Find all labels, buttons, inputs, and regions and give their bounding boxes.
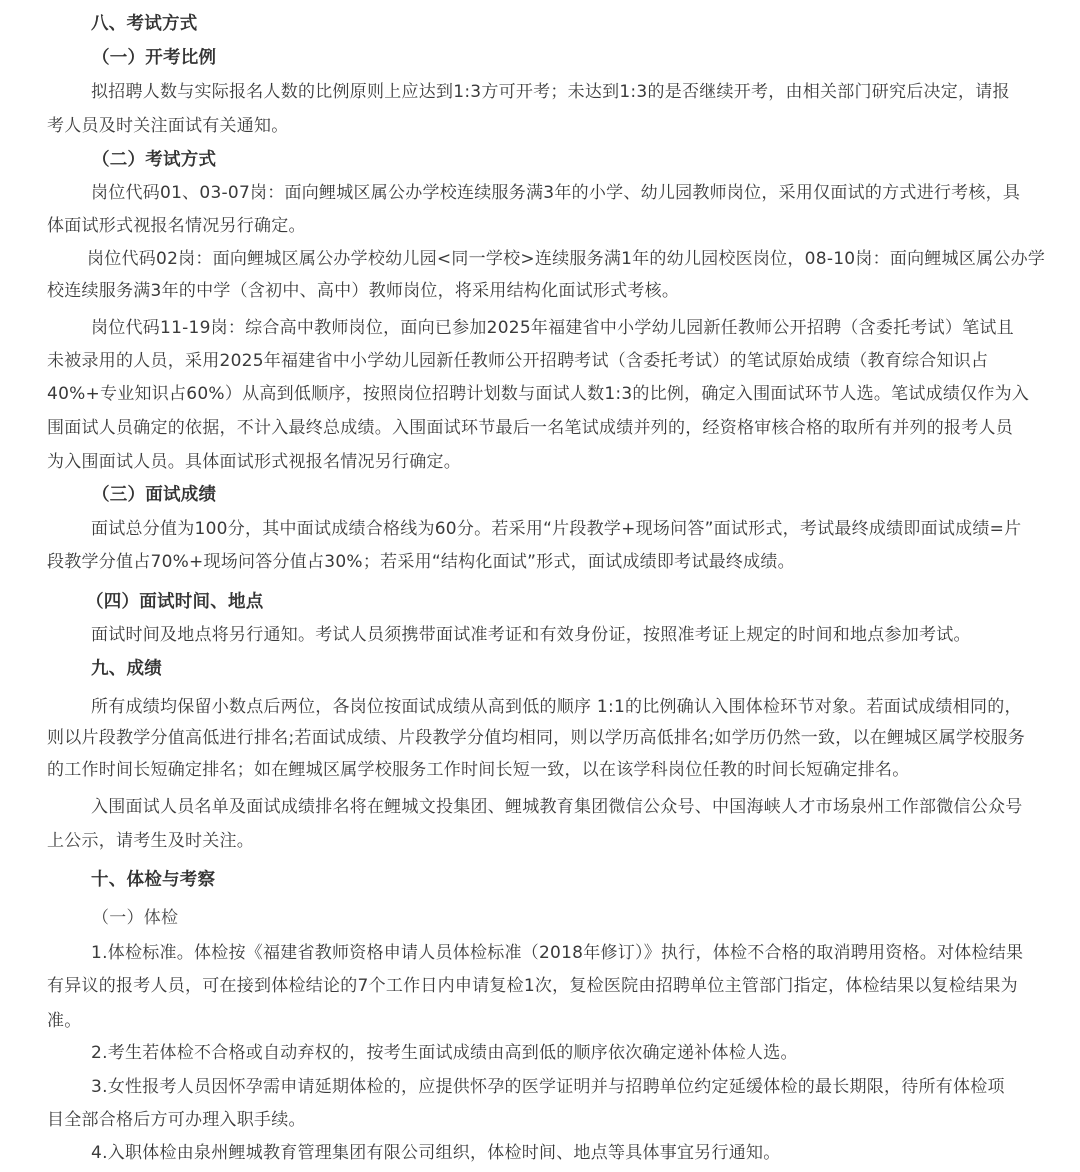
paragraph-line: 未被录用的人员，采用2025年福建省中小学幼儿园新任教师公开招聘考试（含委托考试）的笔试原始成绩（教育综合知识占 — [47, 351, 989, 371]
section-heading-exam-method: 八、考试方式 — [91, 14, 198, 34]
list-item-line: 1.体检标准。体检按《福建省教师资格申请人员体检标准（2018年修订）》执行，体检不合格的取消聘用资格。对体检结果 — [91, 943, 1024, 963]
list-item-line: 准。 — [47, 1011, 82, 1031]
subheading-physical-exam: （一）体检 — [92, 908, 179, 928]
paragraph-line: 岗位代码02岗：面向鲤城区属公办学校幼儿园<同一学校>连续服务满1年的幼儿园校医岗位，08-10岗：面向鲤城区属公办学 — [87, 249, 1046, 269]
paragraph-line: 拟招聘人数与实际报名人数的比例原则上应达到1:3方可开考；未达到1:3的是否继续开考，由相关部门研究后决定，请报 — [91, 82, 1010, 102]
paragraph-line: 为入围面试人员。具体面试形式视报名情况另行确定。 — [47, 452, 461, 472]
paragraph-line: 校连续服务满3年的中学（含初中、高中）教师岗位，将采用结构化面试形式考核。 — [47, 281, 680, 301]
subheading-interview-score: （三）面试成绩 — [92, 485, 217, 505]
list-item-line: 目全部合格后方可办理入职手续。 — [47, 1110, 306, 1130]
paragraph-line: 围面试人员确定的依据，不计入最终总成绩。入围面试环节最后一名笔试成绩并列的，经资格审核合格的取所有并列的报考人员 — [47, 418, 1013, 438]
section-heading-physical-exam: 十、体检与考察 — [91, 870, 216, 890]
subheading-exam-format: （二）考试方式 — [92, 150, 217, 170]
subheading-interview-time-place: （四）面试时间、地点 — [86, 592, 264, 612]
paragraph-line: 面试总分值为100分，其中面试成绩合格线为60分。若采用“片段教学+现场问答”面试形式，考试最终成绩即面试成绩=片 — [91, 519, 1022, 539]
paragraph-line: 所有成绩均保留小数点后两位，各岗位按面试成绩从高到低的顺序 1:1的比例确认入围体检环节对象。若面试成绩相同的， — [91, 697, 1022, 717]
paragraph-line: 的工作时间长短确定排名；如在鲤城区属学校服务工作时间长短一致，以在该学科岗位任教的时间长短确定排名。 — [47, 760, 910, 780]
list-item-line: 2.考生若体检不合格或自动弃权的，按考生面试成绩由高到低的顺序依次确定递补体检人选。 — [91, 1043, 798, 1063]
paragraph-line: 体面试形式视报名情况另行确定。 — [47, 216, 306, 236]
subheading-opening-ratio: （一）开考比例 — [92, 48, 217, 68]
list-item-line: 4.入职体检由泉州鲤城教育管理集团有限公司组织，体检时间、地点等具体事宜另行通知。 — [91, 1143, 781, 1163]
section-heading-scores: 九、成绩 — [91, 659, 162, 679]
paragraph-line: 岗位代码11-19岗：综合高中教师岗位，面向已参加2025年福建省中小学幼儿园新任教师公开招聘（含委托考试）笔试且 — [91, 318, 1014, 338]
paragraph-line: 段教学分值占70%+现场问答分值占30%；若采用“结构化面试”形式，面试成绩即考试最终成绩。 — [47, 552, 795, 572]
paragraph-line: 入围面试人员名单及面试成绩排名将在鲤城文投集团、鲤城教育集团微信公众号、中国海峡人才市场泉州工作部微信公众号 — [91, 797, 1023, 817]
list-item-line: 有异议的报考人员，可在接到体检结论的7个工作日内申请复检1次，复检医院由招聘单位主管部门指定，体检结果以复检结果为 — [47, 976, 1018, 996]
paragraph-line: 面试时间及地点将另行通知。考试人员须携带面试准考证和有效身份证，按照准考证上规定的时间和地点参加考试。 — [91, 625, 971, 645]
paragraph-line: 则以片段教学分值高低进行排名;若面试成绩、片段教学分值均相同，则以学历高低排名;如学历仍然一致，以在鲤城区属学校服务 — [47, 728, 1025, 748]
list-item-line: 3.女性报考人员因怀孕需申请延期体检的，应提供怀孕的医学证明并与招聘单位约定延缓体检的最长期限，待所有体检项 — [91, 1077, 1005, 1097]
paragraph-line: 岗位代码01、03-07岗：面向鲤城区属公办学校连续服务满3年的小学、幼儿园教师岗位，采用仅面试的方式进行考核，具 — [91, 183, 1021, 203]
paragraph-line: 考人员及时关注面试有关通知。 — [47, 116, 289, 136]
paragraph-line: 40%+专业知识占60%）从高到低顺序，按照岗位招聘计划数与面试人数1:3的比例，确定入围面试环节人选。笔试成绩仅作为入 — [47, 384, 1030, 404]
paragraph-line: 上公示，请考生及时关注。 — [47, 831, 254, 851]
